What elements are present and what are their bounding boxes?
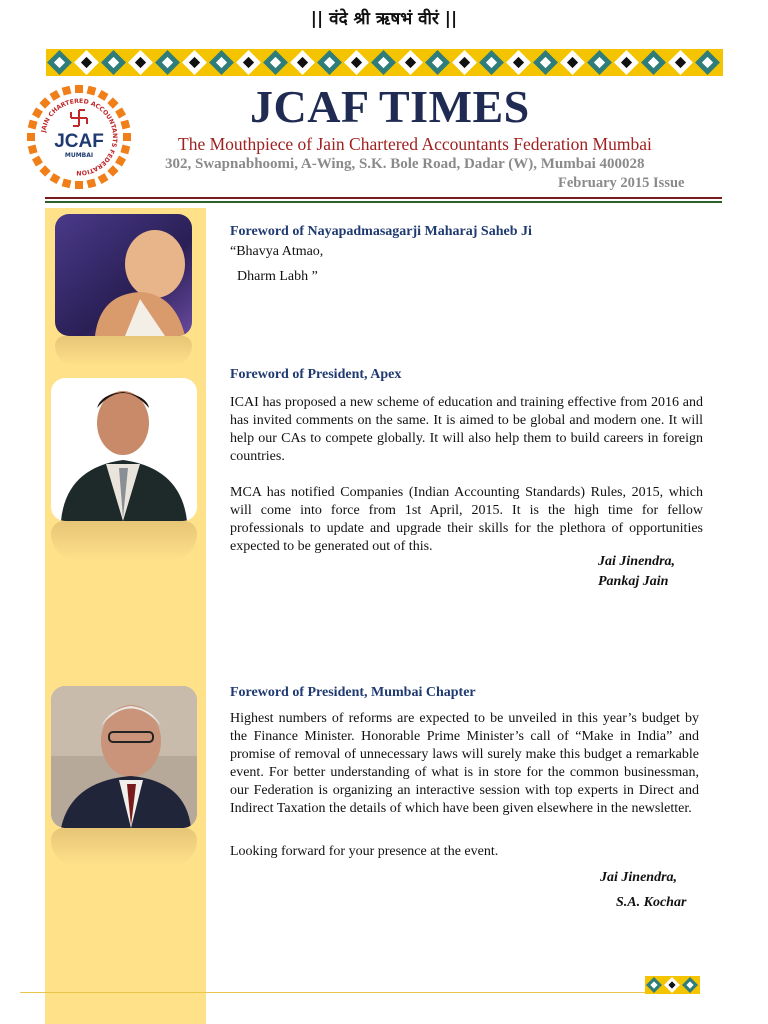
logo-center-text: JCAF [54, 131, 104, 152]
newsletter-title: JCAF TIMES [250, 81, 530, 132]
signatory-apex: Pankaj Jain [598, 574, 669, 589]
section-heading-maharaj: Foreword of Nayapadmasagarji Maharaj Saheb Ji [230, 224, 532, 239]
photo-maharaj-saheb [55, 214, 192, 336]
section-heading-mumbai: Foreword of President, Mumbai Chapter [230, 685, 476, 700]
photo-reflection [51, 521, 197, 561]
paragraph-mumbai-2: Looking forward for your presence at the event. [230, 844, 499, 859]
address-line: 302, Swapnabhoomi, A-Wing, S.K. Bole Road, Dadar (W), Mumbai 400028 [165, 156, 645, 172]
newsletter-subtitle: The Mouthpiece of Jain Chartered Accountants Federation Mumbai [178, 134, 652, 154]
logo-ring-text: JAIN CHARTERED ACCOUNTANTS FEDERATION [40, 97, 119, 177]
greeting-text: “Bhavya Atmao, [230, 244, 324, 259]
issue-date: February 2015 Issue [558, 175, 685, 191]
decorative-border-top [46, 49, 723, 76]
paragraph-apex-2: MCA has notified Companies (Indian Accounting Standards) Rules, 2015, which will come into force from 1st April, 2015. It is the high time for fellow professionals to update and upgrade their skills for the plethora of opportunities expected to be generated out of this. [230, 485, 703, 554]
signatory-mumbai: S.A. Kochar [616, 895, 687, 910]
logo-city-text: MUMBAI [64, 152, 94, 159]
blessing-text: Dharm Labh ” [237, 269, 318, 284]
paragraph-mumbai-1: Highest numbers of reforms are expected to be unveiled in this year’s budget by the Finance Minister. Honorable Prime Minister’s call of “Make in India” and promise of removal of unnecessary laws will surely make this budget a remarkable event. For better understanding of what is in store for the common businessman, our Federation is organizing an interactive session with top experts in Direct and Indirect Taxation the details of which have been given elsewhere in the newsletter. [230, 711, 699, 816]
photo-reflection [55, 336, 192, 366]
photo-reflection [51, 828, 197, 866]
photo-pankaj-jain [51, 378, 197, 521]
section-heading-apex: Foreword of President, Apex [230, 367, 402, 382]
masthead-rule-green [45, 201, 722, 203]
closing-mumbai: Jai Jinendra, [600, 870, 678, 885]
masthead-rule-maroon [45, 197, 722, 199]
paragraph-apex-1: ICAI has proposed a new scheme of education and training effective from 2016 and has invited comments on the same. It is aimed to be global and modern one. It will help our CAs to compete globally. It will also help them to build careers in foreign countries. [230, 395, 703, 464]
decorative-border-bottom [645, 976, 700, 994]
jcaf-logo [24, 82, 134, 192]
masthead-mantra: || वंदे श्री ऋषभं वीरं || [310, 9, 458, 29]
closing-apex: Jai Jinendra, [598, 554, 676, 569]
footer-rule [20, 992, 700, 993]
photo-sa-kochar [51, 686, 197, 828]
